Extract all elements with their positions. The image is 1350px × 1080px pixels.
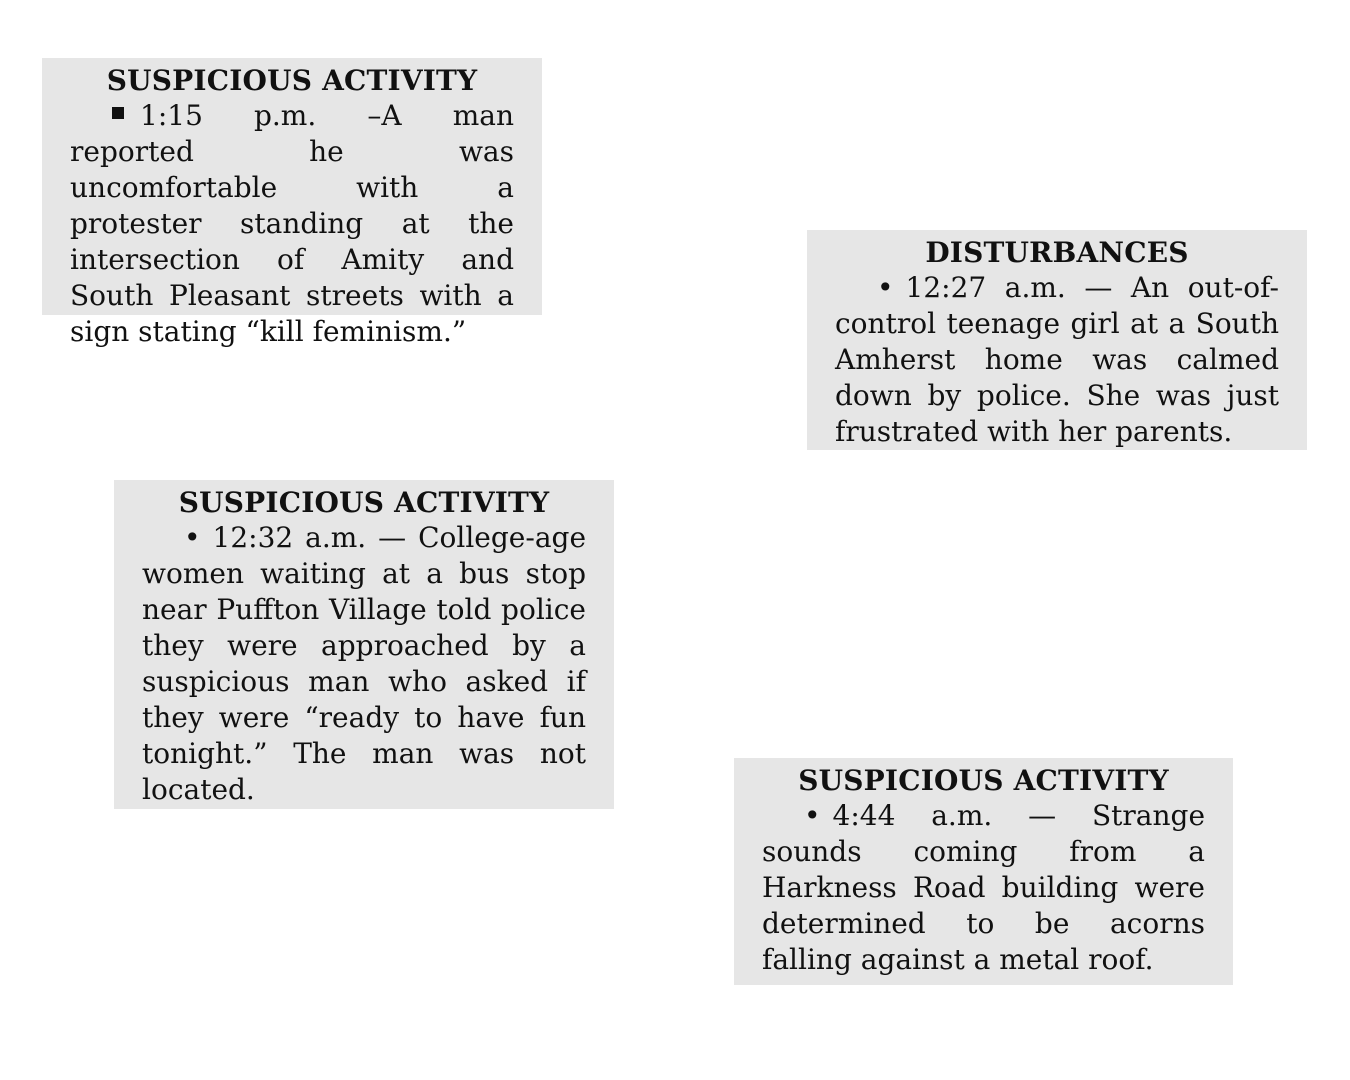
- incident-text: An out-of-control teenage girl at a South Amherst home was calmed down by police. She was just frustrated with her parents.: [835, 271, 1279, 448]
- bullet-dot-icon: •: [877, 271, 894, 304]
- incident-time: 12:27 a.m.: [905, 271, 1066, 304]
- separator-dash: –: [367, 99, 382, 132]
- bullet-dot-icon: •: [804, 799, 821, 832]
- incident-time: 1:15 p.m.: [140, 99, 317, 132]
- clipping-heading: SUSPICIOUS ACTIVITY: [178, 486, 550, 519]
- police-log-clipping-disturbances: [807, 230, 1307, 450]
- clipping-body: [835, 270, 1279, 450]
- police-log-clipping-suspicious-activity-2: [114, 480, 614, 809]
- incident-text: College-age women waiting at a bus stop near Puffton Village told police they were approached by a suspicious man who asked if they were “ready to have fun tonight.” The man was not located.: [142, 521, 587, 806]
- clipping-heading: SUSPICIOUS ACTIVITY: [798, 764, 1169, 797]
- clipping-heading: DISTURBANCES: [925, 236, 1189, 269]
- incident-text: A man reported he was uncomfortable with a protester standing at the intersection of Amity and South Pleasant streets with a sign stating “kill feminism.”: [70, 99, 514, 348]
- incident-time: 12:32 a.m.: [212, 521, 367, 554]
- police-log-clipping-suspicious-activity-3: [734, 758, 1233, 985]
- bullet-dot-icon: •: [184, 521, 201, 554]
- incident-time: 4:44 a.m.: [832, 799, 993, 832]
- clipping-heading: SUSPICIOUS ACTIVITY: [106, 64, 478, 97]
- police-log-clipping-suspicious-activity-1: [42, 58, 542, 348]
- square-bullet-icon: [112, 107, 124, 119]
- separator-dash: —: [1084, 271, 1113, 304]
- clipping-body: [142, 520, 586, 808]
- separator-dash: —: [378, 521, 407, 554]
- incident-text: Strange sounds coming from a Harkness Road building were determined to be acorns falling against a metal roof.: [762, 799, 1206, 976]
- clipping-body: [762, 798, 1205, 978]
- separator-dash: —: [1028, 799, 1057, 832]
- clipping-body: [70, 98, 514, 350]
